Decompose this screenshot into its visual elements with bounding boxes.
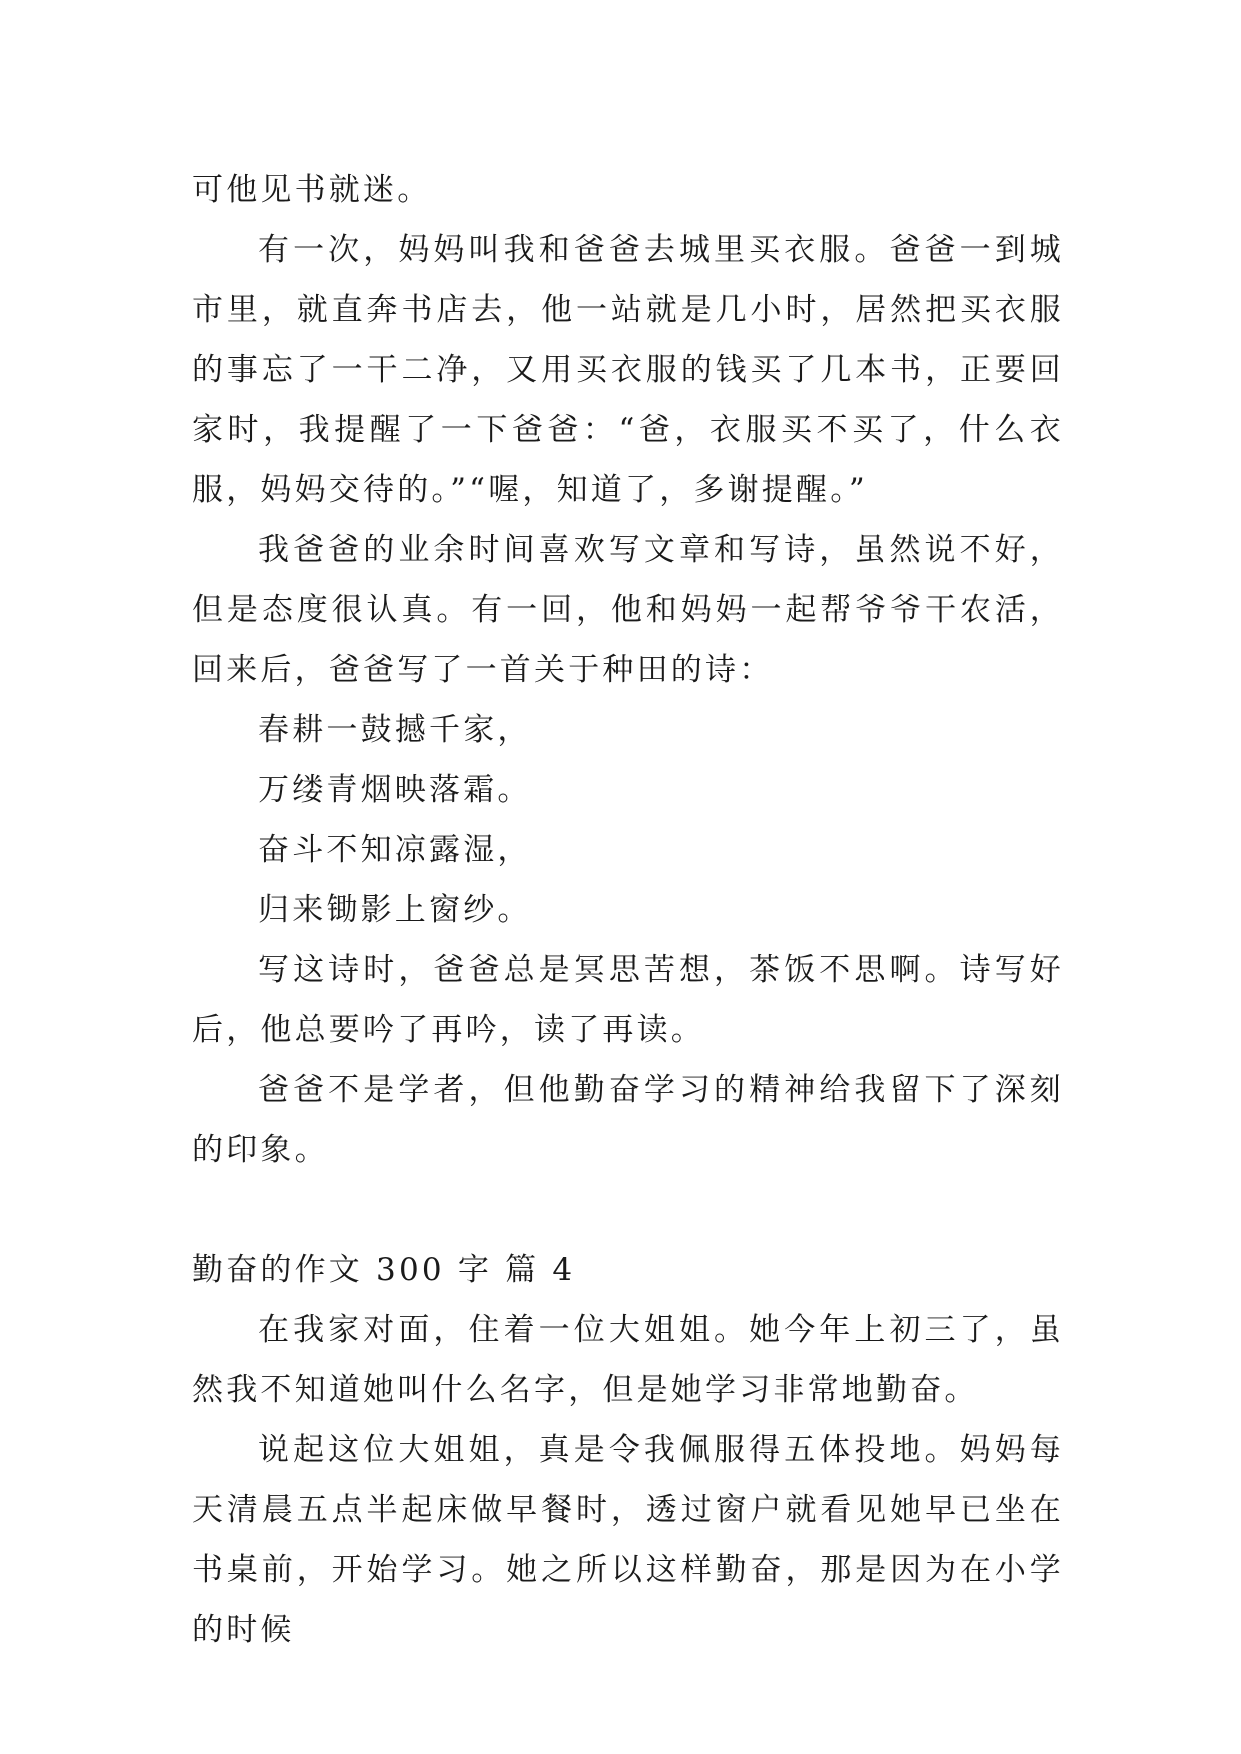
- section-heading: 勤奋的作文 300 字 篇 4: [192, 1252, 576, 1288]
- paragraph-continued: 可他见书就迷。: [192, 172, 432, 208]
- poem-line: 万缕青烟映落霜。: [258, 772, 532, 808]
- paragraph: 有一次，妈妈叫我和爸爸去城里买衣服。爸爸一到城市里，就直奔书店去，他一站就是几小时，居然把买衣服的事忘了一干二净，又用买衣服的钱买了几本书，正要回家时，我提醒了一下爸爸：“爸，衣服买不买了，什么衣服，妈妈交待的。”“喔，知道了，多谢提醒。”: [192, 232, 1064, 508]
- document-body: [192, 160, 1064, 1660]
- poem-line: 春耕一鼓撼千家，: [258, 712, 532, 748]
- paragraph: 写这诗时，爸爸总是冥思苦想，茶饭不思啊。诗写好后，他总要吟了再吟，读了再读。: [192, 952, 1064, 1048]
- paragraph: 在我家对面，住着一位大姐姐。她今年上初三了，虽然我不知道她叫什么名字，但是她学习非常地勤奋。: [192, 1312, 1064, 1408]
- paragraph: 说起这位大姐姐，真是令我佩服得五体投地。妈妈每天清晨五点半起床做早餐时，透过窗户就看见她早已坐在书桌前，开始学习。她之所以这样勤奋，那是因为在小学的时候: [192, 1432, 1064, 1648]
- poem-line: 归来锄影上窗纱。: [258, 892, 532, 928]
- poem-line: 奋斗不知凉露湿，: [258, 832, 532, 868]
- paragraph: 我爸爸的业余时间喜欢写文章和写诗，虽然说不好，但是态度很认真。有一回，他和妈妈一起帮爷爷干农活，回来后，爸爸写了一首关于种田的诗：: [192, 532, 1064, 688]
- paragraph: 爸爸不是学者，但他勤奋学习的精神给我留下了深刻的印象。: [192, 1072, 1064, 1168]
